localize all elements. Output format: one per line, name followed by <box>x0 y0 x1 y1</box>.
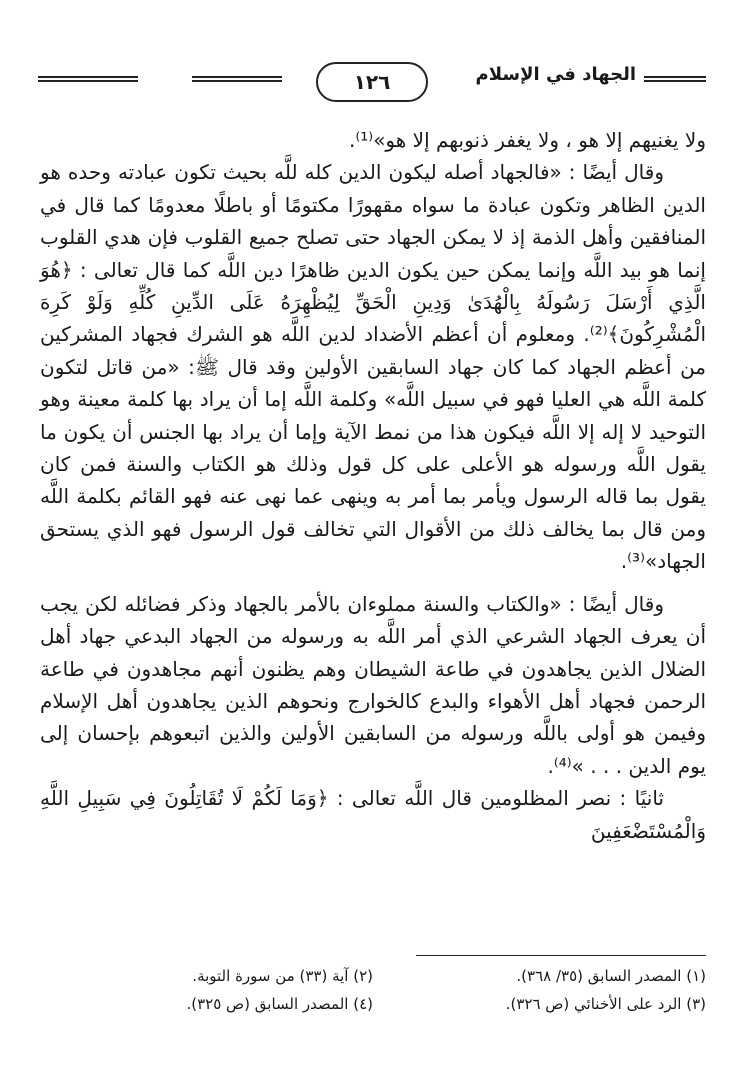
footnote: (٤) المصدر السابق (ص ٣٢٥). <box>186 995 373 1013</box>
footnote-row <box>40 990 706 1018</box>
header-rule-right <box>644 76 706 82</box>
header-rule-middle <box>192 76 282 82</box>
footnote-row <box>40 962 706 990</box>
running-title: الجهاد في الإسلام <box>475 64 636 85</box>
footnote: (٣) الرد على الأخنائي (ص ٣٢٦). <box>505 995 706 1013</box>
paragraph: وقال أيضًا : «والكتاب والسنة مملوءان بالأمر بالجهاد وذكر فضائله لكن يجب أن يعرف الجهاد الشرعي الذي أمر اللَّه به ورسوله من الجهاد البدعي جهاد أهل الضلال الذين يجاهدون في طاعة الشيطان وهم يظنون أنهم مجاهدون في طاعة الرحمن فجهاد أهل الأهواء والبدع كالخوارج ونحوهم الذين يجاهدون أهل الإسلام وفيمن هو أولى باللَّه ورسوله من السابقين الأولين والذين اتبعوهم بإحسان إلى يوم الدين . . . »⁽⁴⁾. <box>40 591 706 778</box>
page-number: ١٢٦ <box>316 62 428 102</box>
footnote-separator <box>416 955 706 956</box>
footnotes <box>40 962 706 1018</box>
footnote: (١) المصدر السابق (٣٥/ ٣٦٨). <box>516 967 706 985</box>
paragraph: وقال أيضًا : «فالجهاد أصله ليكون الدين كله للَّه بحيث تكون عبادته وحده هو الدين الظاهر وتكون عبادة ما سواه مقهورًا مكتومًا أو باطلًا معدومًا كما قال في المنافقين وأهل الذمة إذ لا يمكن الجهاد حتى تصلح جميع القلوب فإن هدي القلوب إنما هو بيد اللَّه وإنما يمكن حين يكون الدين ظاهرًا دين اللَّه كما قال تعالى : ﴿هُوَ الَّذِي أَرْسَلَ رَسُولَهُ بِالْهُدَىٰ وَدِينِ الْحَقِّ لِيُظْهِرَهُ عَلَى الدِّينِ كُلِّهِ وَلَوْ كَرِهَ الْمُشْرِكُونَ﴾⁽²⁾. ومعلوم أن أعظم الأضداد لدين اللَّه هو الشرك فجهاد المشركين من أعظم الجهاد كما كان جهاد السابقين الأولين وقد قال ﷺ: «من قاتل لتكون كلمة اللَّه هي العليا فهو في سبيل اللَّه» وكلمة اللَّه إما أن يراد بها كلمة معينة وهو التوحيد لا إله إلا اللَّه فيكون هذا من نمط الآية وإما أن يراد بها الجنس أن يكون ما يقول اللَّه ورسوله هو الأعلى على كل قول وذلك هو الكتاب والسنة فمن كان يقول بما قاله الرسول ويأمر بما أمر به وينهى عما نهى عنه فهو القائم بكلمة اللَّه ومن قال بما يخالف ذلك من الأقوال التي تخالف قول الرسول فهو الذي يستحق الجهاد»⁽³⁾. <box>40 160 706 574</box>
body-text <box>40 124 706 847</box>
paragraph: ثانيًا : نصر المظلومين قال اللَّه تعالى : ﴿وَمَا لَكُمْ لَا تُقَاتِلُونَ فِي سَبِيلِ اللَّهِ وَالْمُسْتَضْعَفِينَ <box>40 786 706 843</box>
footnote: (٢) آية (٣٣) من سورة التوبة. <box>192 967 373 985</box>
paragraph: ولا يغنيهم إلا هو ، ولا يغفر ذنوبهم إلا هو»⁽¹⁾. <box>348 128 706 152</box>
page-header <box>38 62 706 102</box>
header-rule-left <box>38 76 138 82</box>
